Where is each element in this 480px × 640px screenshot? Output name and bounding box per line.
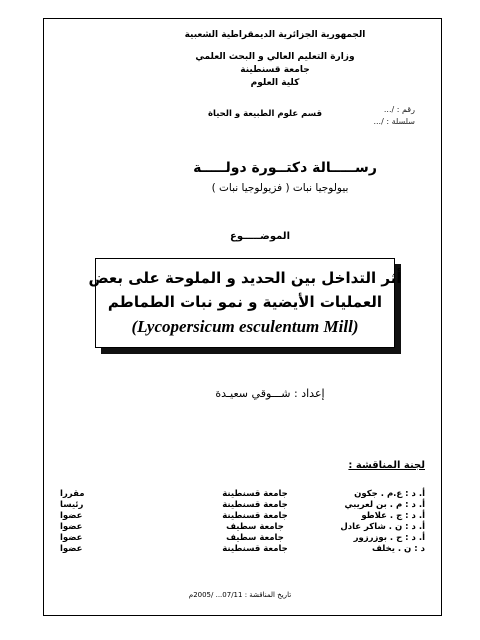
reference-number: رقم : /... bbox=[383, 105, 415, 114]
member-role: عضوا bbox=[60, 522, 83, 532]
member-university: جامعة قسنطينة bbox=[222, 489, 288, 499]
member-university: جامعة قسنطينة bbox=[222, 544, 288, 554]
university-name: جامعة قسنطينة bbox=[240, 65, 310, 75]
reference-series: سلسلة : /... bbox=[373, 117, 415, 126]
committee-label: لجنة المناقشة : bbox=[348, 460, 425, 471]
author-line: إعداد : شـــوقي سعيـدة bbox=[215, 387, 325, 400]
subject-latin-name: (Lycopersicum esculentum Mill) bbox=[131, 317, 359, 336]
member-university: جامعة سطيف bbox=[226, 522, 284, 532]
thesis-title: رســـــالة دكتــورة دولـــــة bbox=[193, 160, 377, 176]
member-name: أ. د : ع.م . جكون bbox=[354, 489, 425, 499]
committee-row bbox=[60, 511, 425, 522]
subject-label: الموضـــــوع bbox=[229, 231, 290, 242]
member-name: أ. د : م . بن لعريبي bbox=[344, 500, 425, 510]
member-role: عضوا bbox=[60, 533, 83, 543]
defense-date: تاريخ المناقشة : 07/11... /2005م bbox=[188, 591, 292, 599]
subject-line-2: العمليات الأيضية و نمو نبات الطماطم bbox=[107, 293, 383, 311]
ministry-name: وزارة التعليم العالي و البحث العلمي bbox=[195, 52, 355, 62]
department-name: قسم علوم الطبيعة و الحياة bbox=[207, 109, 323, 119]
member-name: أ. د : ح . بوزرزور bbox=[353, 533, 425, 543]
republic-name: الجمهورية الجزائرية الديمقراطية الشعبية bbox=[184, 30, 366, 40]
subject-title-box bbox=[88, 258, 402, 348]
member-university: جامعة قسنطينة bbox=[222, 500, 288, 510]
committee-row bbox=[60, 544, 425, 555]
member-university: جامعة سطيف bbox=[226, 533, 284, 543]
member-role: عضوا bbox=[60, 544, 83, 554]
subject-line-1: أثر التداخل بين الحديد و الملوحة على بعض bbox=[88, 269, 402, 287]
header-block bbox=[150, 30, 400, 91]
member-name: أ. د : ن . شاكر عادل bbox=[340, 522, 425, 532]
member-name: د : ن . يخلف bbox=[372, 544, 425, 554]
member-role: مقررا bbox=[60, 489, 85, 499]
member-university: جامعة قسنطينة bbox=[222, 511, 288, 521]
committee-row bbox=[60, 522, 425, 533]
member-name: أ. د : ج . علاطو bbox=[361, 511, 425, 521]
member-role: عضوا bbox=[60, 511, 83, 521]
thesis-specialty: بيولوجيا نبات ( فزيولوجيا نبات ) bbox=[211, 182, 349, 194]
committee-row bbox=[60, 489, 425, 500]
committee-members bbox=[60, 489, 425, 555]
committee-row bbox=[60, 533, 425, 544]
faculty-name: كلية العلوم bbox=[250, 78, 300, 88]
committee-row bbox=[60, 500, 425, 511]
member-role: رئيسا bbox=[60, 500, 84, 510]
